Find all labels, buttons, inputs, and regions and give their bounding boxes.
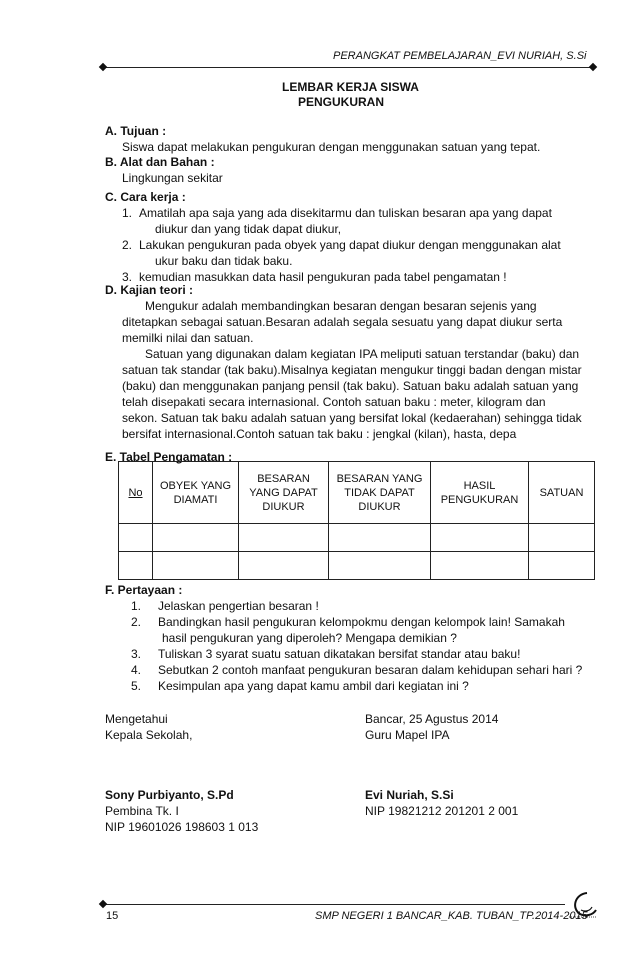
table-cell [239, 552, 329, 580]
table-cell [153, 524, 239, 552]
theory-line: telah disepakati secara internasional. Contoh satuan baku : meter, kilogram dan [122, 395, 546, 409]
worksheet-subtitle: PENGUKURAN [298, 95, 385, 109]
theory-line: Mengukur adalah membandingkan besaran dengan besaran sejenis yang [145, 299, 537, 313]
section-d-heading: D. Kajian teori : [105, 283, 194, 297]
signature-left-nip: NIP 19601026 198603 1 013 [105, 820, 259, 834]
signature-left-rank: Pembina Tk. I [105, 804, 179, 818]
footer-rule-left-ornament [99, 900, 107, 908]
section-e-heading: E. Tabel Pengamatan : [105, 450, 233, 464]
table-cell [431, 524, 529, 552]
table-cell [529, 552, 595, 580]
theory-line: Satuan yang digunakan dalam kegiatan IPA meliputi satuan terstandar (baku) dan [145, 347, 580, 361]
section-b-heading: B. Alat dan Bahan : [105, 155, 215, 169]
theory-line: satuan tak standar (tak baku).Misalnya kegiatan mengukur tinggi badan dengan mistar [122, 363, 582, 377]
table-cell [529, 524, 595, 552]
step-number: 3. [122, 270, 133, 284]
header-rule-left-ornament [99, 63, 107, 71]
header-rule [103, 67, 593, 68]
signature-right-nip: NIP 19821212 201201 2 001 [365, 804, 519, 818]
question-number: 2. [131, 615, 142, 629]
question-number: 1. [131, 599, 142, 613]
section-b-text: Lingkungan sekitar [122, 171, 223, 185]
question-text: Jelaskan pengertian besaran ! [158, 599, 319, 613]
worksheet-title: LEMBAR KERJA SISWA [282, 80, 419, 94]
question-text: Tuliskan 3 syarat suatu satuan dikatakan bersifat standar atau baku! [158, 647, 521, 661]
question-text: Sebutkan 2 contoh manfaat pengukuran besaran dalam kehidupan sehari hari ? [158, 663, 583, 677]
table-cell [119, 524, 153, 552]
footer-rule [103, 904, 565, 905]
question-text: Bandingkan hasil pengukuran kelompokmu dengan kelompok lain! Samakah [158, 615, 565, 629]
question-number: 3. [131, 647, 142, 661]
column-header-no: No [119, 462, 153, 524]
table-cell [119, 552, 153, 580]
page-footer: SMP NEGERI 1 BANCAR_KAB. TUBAN_TP.2014-2015 [315, 910, 588, 922]
column-header-besaran-dapat-diukur: BESARAN YANG DAPAT DIUKUR [239, 462, 329, 524]
table-header-row [119, 462, 595, 524]
table-cell [431, 552, 529, 580]
step-number: 1. [122, 206, 133, 220]
table-cell [329, 524, 431, 552]
page-number: 15 [106, 910, 119, 922]
question-text: hasil pengukuran yang diperoleh? Mengapa demikian ? [162, 631, 457, 645]
theory-line: (baku) dan menggunakan panjang pensil (tak baku). Satuan baku adalah satuan yang [122, 379, 579, 393]
step-text: Lakukan pengukuran pada obyek yang dapat diukur dengan menggunakan alat [139, 238, 561, 252]
signature-right-name: Evi Nuriah, S.Si [365, 788, 454, 802]
section-a-heading: A. Tujuan : [105, 124, 167, 138]
observation-table [118, 461, 595, 580]
signature-left-role: Kepala Sekolah, [105, 728, 193, 742]
section-c-heading: C. Cara kerja : [105, 190, 186, 204]
table-row [119, 524, 595, 552]
table-cell [153, 552, 239, 580]
table-cell [329, 552, 431, 580]
step-text: kemudian masukkan data hasil pengukuran pada tabel pengamatan ! [139, 270, 507, 284]
table-row [119, 552, 595, 580]
step-number: 2. [122, 238, 133, 252]
signature-right-role: Guru Mapel IPA [365, 728, 450, 742]
footer-ornament-icon [565, 890, 599, 920]
question-number: 4. [131, 663, 142, 677]
column-header-obyek: OBYEK YANG DIAMATI [153, 462, 239, 524]
column-header-besaran-tidak-dapat-diukur: BESARAN YANG TIDAK DAPAT DIUKUR [329, 462, 431, 524]
section-a-text: Siswa dapat melakukan pengukuran dengan menggunakan satuan yang tepat. [122, 140, 541, 154]
table-cell [239, 524, 329, 552]
question-number: 5. [131, 679, 142, 693]
signature-right-date: Bancar, 25 Agustus 2014 [365, 712, 499, 726]
question-text: Kesimpulan apa yang dapat kamu ambil dari kegiatan ini ? [158, 679, 469, 693]
theory-line: ditetapkan sebagai satuan.Besaran adalah segala sesuatu yang dapat diukur serta [122, 315, 563, 329]
step-text: diukur dan yang tidak dapat diukur, [155, 222, 342, 236]
signature-left-name: Sony Purbiyanto, S.Pd [105, 788, 234, 802]
section-f-heading: F. Pertayaan : [105, 583, 183, 597]
theory-line: sekon. Satuan tak baku adalah satuan yang bersifat lokal (kedaerahan) sehingga tidak [122, 411, 582, 425]
theory-line: bersifat internasional.Contoh satuan tak baku : jengkal (kilan), hasta, depa [122, 427, 517, 441]
column-header-hasil-pengukuran: HASIL PENGUKURAN [431, 462, 529, 524]
signature-left-label: Mengetahui [105, 712, 168, 726]
step-text: Amatilah apa saja yang ada disekitarmu dan tuliskan besaran apa yang dapat [139, 206, 552, 220]
step-text: ukur baku dan tidak baku. [155, 254, 293, 268]
page-header: PERANGKAT PEMBELAJARAN_EVI NURIAH, S.Si [333, 50, 587, 62]
header-rule-right-ornament [589, 63, 597, 71]
column-header-satuan: SATUAN [529, 462, 595, 524]
theory-line: memilki nilai dan satuan. [122, 331, 254, 345]
